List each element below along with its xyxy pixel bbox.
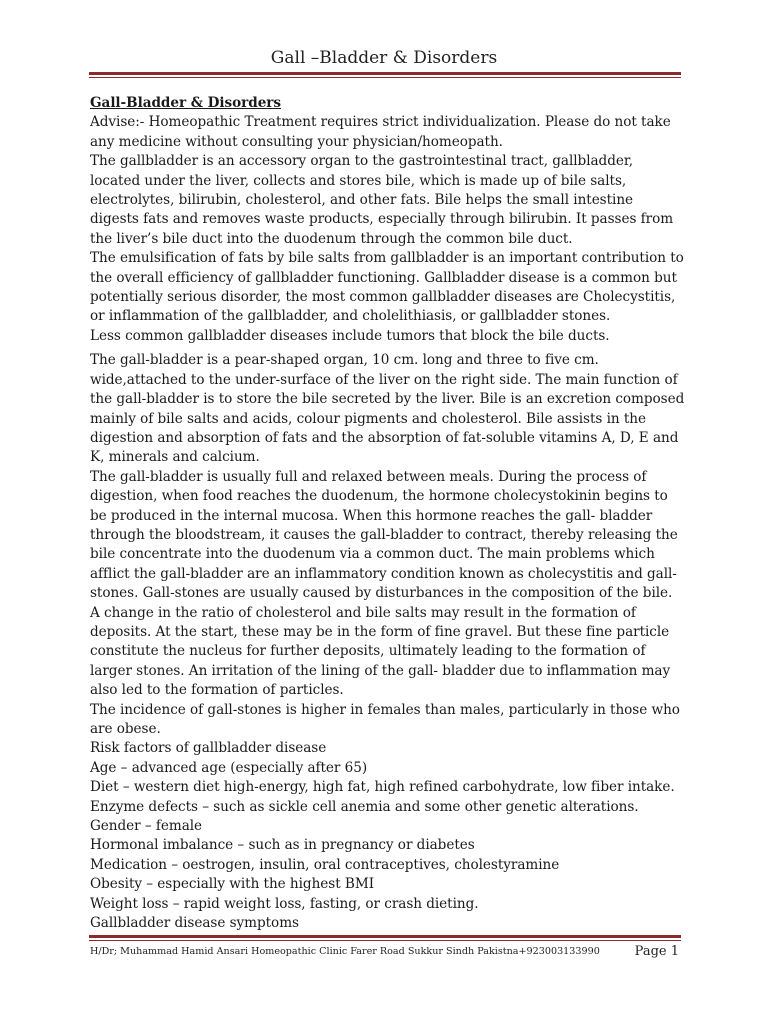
footer-text (90, 946, 680, 957)
footer-clinic: Homeopathic Clinic Farer Road Sukkur Sindh Pakistna+923003133990 (251, 946, 600, 957)
footer-rule-thick (89, 935, 681, 938)
list-item: Medication – oestrogen, insulin, oral contraceptives, cholestyramine (90, 856, 560, 873)
list-item: Obesity – especially with the highest BMI (90, 876, 375, 893)
paragraph: The gall-bladder is a pear-shaped organ, 10 cm. long and three to five cm. wide,attached to the under-surface of the liver on the right side. The main function of the gall-bladder is to store the bile secreted by the liver. Bile is an excretion composed mainly of bile salts and acids, colour pigments and cholesterol. Bile assists in the digestion and absorption of fats and the absorption of fat-soluble vitamins A, D, E and K, minerals and calcium. (90, 352, 685, 466)
paragraph: The incidence of gall-stones is higher in females than males, particularly in those who are obese. (90, 701, 680, 737)
intro-block (90, 113, 685, 346)
list-heading: Gallbladder disease symptoms (90, 915, 299, 932)
paragraph: Advise:- Homeopathic Treatment requires strict individualization. Please do not take any medicine without consulting your physician/homeopath. (90, 114, 671, 150)
paragraph: The emulsification of fats by bile salts from gallbladder is an important contribution to the overall efficiency of gallbladder functioning. Gallbladder disease is a common but potentially serious disorder, the most common gallbladder diseases are Cholecystitis, or inflammation of the gallbladder, and cholelithiasis, or gallbladder stones. (90, 250, 684, 325)
document-body (90, 94, 685, 933)
main-block (90, 351, 685, 933)
header-title: Gall –Bladder & Disorders (270, 48, 498, 68)
list-item: Enzyme defects – such as sickle cell anemia and some other genetic alterations. (90, 798, 639, 815)
list-heading: Risk factors of gallbladder disease (90, 740, 327, 757)
page-number: Page 1 (634, 944, 679, 959)
header-rule-thin (89, 77, 681, 78)
list-item: Diet – western diet high-energy, high fat, high refined carbohydrate, low fiber intake. (90, 779, 675, 796)
footer-author: H/Dr; Muhammad Hamid Ansari (90, 946, 249, 957)
paragraph: The gallbladder is an accessory organ to the gastrointestinal tract, gallbladder, located under the liver, collects and stores bile, which is made up of bile salts, electrolytes, bilirubin, cholesterol, and other fats. Bile helps the small intestine digests fats and removes waste products, especially through bilirubin. It passes from the liver’s bile duct into the duodenum through the common bile duct. (90, 153, 674, 247)
section-heading: Gall-Bladder & Disorders (90, 95, 282, 111)
list-item: Hormonal imbalance – such as in pregnancy or diabetes (90, 837, 475, 854)
list-item: Gender – female (90, 818, 203, 835)
header-rule-thick (89, 72, 681, 75)
footer-rule-thin (89, 940, 681, 941)
paragraph: The gall-bladder is usually full and relaxed between meals. During the process of digestion, when food reaches the duodenum, the hormone cholecystokinin begins to be produced in the internal mucosa. When this hormone reaches the gall- bladder through the bloodstream, it causes the gall-bladder to contract, thereby releasing the bile concentrate into the duodenum via a common duct. The main problems which afflict the gall-bladder are an inflammatory condition known as cholecystitis and gall-stones. Gall-stones are usually caused by disturbances in the composition of the bile. A change in the ratio of cholesterol and bile salts may result in the formation of deposits. At the start, these may be in the form of fine gravel. But these fine particle constitute the nucleus for further deposits, ultimately leading to the formation of larger stones. An irritation of the lining of the gall- bladder due to inflammation may also led to the formation of particles. (90, 468, 678, 699)
list-item: Weight loss – rapid weight loss, fasting, or crash dieting. (90, 895, 479, 912)
paragraph: Less common gallbladder diseases include tumors that block the bile ducts. (90, 327, 610, 344)
list-item: Age – advanced age (especially after 65) (90, 759, 368, 776)
